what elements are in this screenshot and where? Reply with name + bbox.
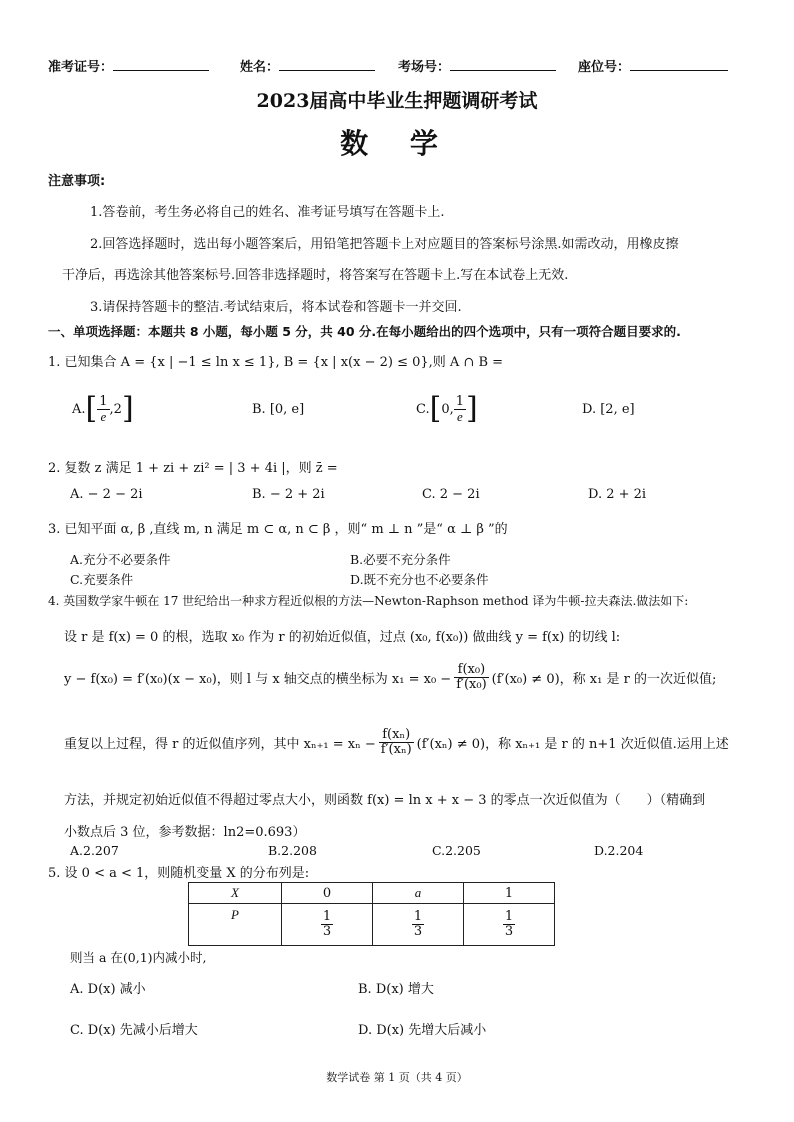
- seat-label: 座位号：: [578, 60, 631, 75]
- q2-option-b: B. − 2 + 2i: [252, 487, 325, 502]
- q3-option-a: A.充分不必要条件: [70, 552, 171, 567]
- notice-heading: 注意事项:: [48, 174, 106, 189]
- exam-title: 2023届高中毕业生押题调研考试: [256, 90, 538, 112]
- q1-c-fraction: $\frac{1}{e}$: [455, 393, 465, 424]
- table-cell: $\frac{1}{3}$: [373, 904, 464, 946]
- q3-stem: 3. 已知平面 α, β ,直线 m, n 满足 m ⊂ α, n ⊂ β ，则“ m ⊥ n ”是“ α ⊥ β ”的: [48, 522, 508, 537]
- table-header-cell: 1: [464, 883, 555, 904]
- subject-title: 数 学: [340, 127, 454, 160]
- table-header-cell: X: [189, 883, 282, 904]
- q5-stem: 5. 设 0 < a < 1，则随机变量 X 的分布列是:: [48, 866, 310, 881]
- q4-line-4-end: (f′(xₙ) ≠ 0)，称 xₙ₊₁ 是 r 的 n+1 次近似值.运用上述: [416, 736, 729, 752]
- q1-option-c: C. [ 0, $\frac{1}{e}$ ]: [416, 391, 478, 426]
- table-header-cell: 0: [282, 883, 373, 904]
- q1-a-fraction: $\frac{1}{e}$: [99, 393, 108, 424]
- q2-stem: 2. 复数 z 满足 1 + zi + zi² = | 3 + 4i |，则 z̄ =: [48, 461, 338, 476]
- q4-line-6: 小数点后 3 位，参考数据：ln2=0.693）: [64, 825, 306, 840]
- q4-option-a: A.2.207: [70, 843, 119, 858]
- q4-option-b: B.2.208: [268, 843, 317, 858]
- q5-option-d: D. D(x) 先增大后减小: [358, 1023, 487, 1038]
- q2-option-a: A. − 2 − 2i: [70, 487, 143, 502]
- q4-frac4-num: f(xₙ): [379, 728, 414, 743]
- page-footer: 数学试卷 第 1 页（共 4 页）: [326, 1071, 468, 1084]
- q5-condition: 则当 a 在(0,1)内减小时,: [70, 950, 207, 965]
- distribution-table: [188, 882, 555, 946]
- exam-id-field: [48, 56, 209, 75]
- q1-option-a: A. [ $\frac{1}{e}$ ,2 ]: [72, 391, 134, 426]
- q4-line-2: 设 r 是 f(x) = 0 的根，选取 x₀ 作为 r 的初始近似值，过点 (x₀, f(x₀)) 做曲线 y = f(x) 的切线 l:: [64, 630, 621, 645]
- q4-line-3-end: (f′(x₀) ≠ 0)，称 x₁ 是 r 的一次近似值;: [491, 671, 717, 687]
- notice-item-3: 3.请保持答题卡的整洁.考试结束后，将本试卷和答题卡一并交回.: [90, 300, 462, 315]
- q5-option-c: C. D(x) 先减小后增大: [70, 1023, 198, 1038]
- q4-line-5: 方法，并规定初始近似值不得超过零点大小，则函数 f(x) = ln x + x − 3 的零点一次近似值为（ ）（精确到: [64, 793, 706, 808]
- q4-option-d: D.2.204: [594, 843, 644, 858]
- q4-line-3-start: y − f(x₀) = f′(x₀)(x − x₀)，则 l 与 x 轴交点的横坐标为 x₁ = x₀ −: [64, 671, 452, 687]
- room-label: 考场号：: [398, 60, 451, 75]
- name-blank: [279, 56, 375, 71]
- seat-blank: [630, 56, 728, 71]
- q3-option-c: C.充要条件: [70, 572, 134, 587]
- table-cell: $\frac{1}{3}$: [464, 904, 555, 946]
- q4-line-3-fraction: [454, 663, 488, 691]
- q4-option-c: C.2.205: [432, 843, 481, 858]
- name-label: 姓名：: [240, 60, 280, 75]
- q4-line-1: 4. 英国数学家牛顿在 17 世纪给出一种求方程近似根的方法—Newton-Raphson method 译为牛顿-拉夫森法.做法如下:: [48, 594, 689, 608]
- q4-frac4-den: f′(xₙ): [380, 741, 412, 757]
- q1-stem: 1. 已知集合 A = {x | −1 ≤ ln x ≤ 1}, B = {x | x(x − 2) ≤ 0},则 A ∩ B =: [48, 355, 504, 370]
- q1-option-a-prefix: A.: [72, 401, 86, 417]
- q2-option-d: D. 2 + 2i: [588, 487, 647, 502]
- table-header-cell: a: [373, 883, 464, 904]
- seat-field: [578, 56, 728, 75]
- q1-option-c-prefix: C.: [416, 401, 430, 417]
- q4-line-4-start: 重复以上过程，得 r 的近似值序列，其中 xₙ₊₁ = xₙ −: [64, 736, 376, 752]
- q5-option-b: B. D(x) 增大: [358, 982, 434, 997]
- notice-item-2b: 干净后，再选涂其他答案标号.回答非选择题时，将答案写在答题卡上.写在本试卷上无效.: [62, 268, 569, 283]
- room-field: [398, 56, 556, 75]
- q4-frac3-num: f(x₀): [454, 663, 488, 678]
- q2-option-c: C. 2 − 2i: [422, 487, 480, 502]
- q3-option-b: B.必要不充分条件: [350, 552, 451, 567]
- q5-option-a: A. D(x) 减小: [70, 982, 146, 997]
- table-row: [189, 904, 555, 946]
- section-heading: 一、单项选择题：本题共 8 小题，每小题 5 分，共 40 分.在每小题给出的四个选项中，只有一项符合题目要求的.: [48, 324, 681, 339]
- q4-frac3-den: f′(x₀): [456, 676, 487, 692]
- q1-option-d: D. [2, e]: [582, 402, 635, 417]
- notice-item-2a: 2.回答选择题时，选出每小题答案后，用铅笔把答题卡上对应题目的答案标号涂黑.如需改动，用橡皮擦: [90, 237, 679, 252]
- table-cell: $\frac{1}{3}$: [282, 904, 373, 946]
- exam-id-blank: [113, 56, 209, 71]
- name-field: [240, 56, 375, 75]
- table-row: [189, 883, 555, 904]
- q1-option-b: B. [0, e]: [252, 402, 305, 417]
- q4-line-4-fraction: [379, 728, 414, 756]
- q4-line-4: [64, 728, 729, 756]
- exam-id-label: 准考证号：: [48, 60, 114, 75]
- q3-option-d: D.既不充分也不必要条件: [350, 572, 489, 587]
- notice-item-1: 1.答卷前，考生务必将自己的姓名、准考证号填写在答题卡上.: [90, 205, 445, 220]
- room-blank: [450, 56, 556, 71]
- q4-line-3: [64, 663, 716, 691]
- table-row-label: P: [189, 904, 282, 946]
